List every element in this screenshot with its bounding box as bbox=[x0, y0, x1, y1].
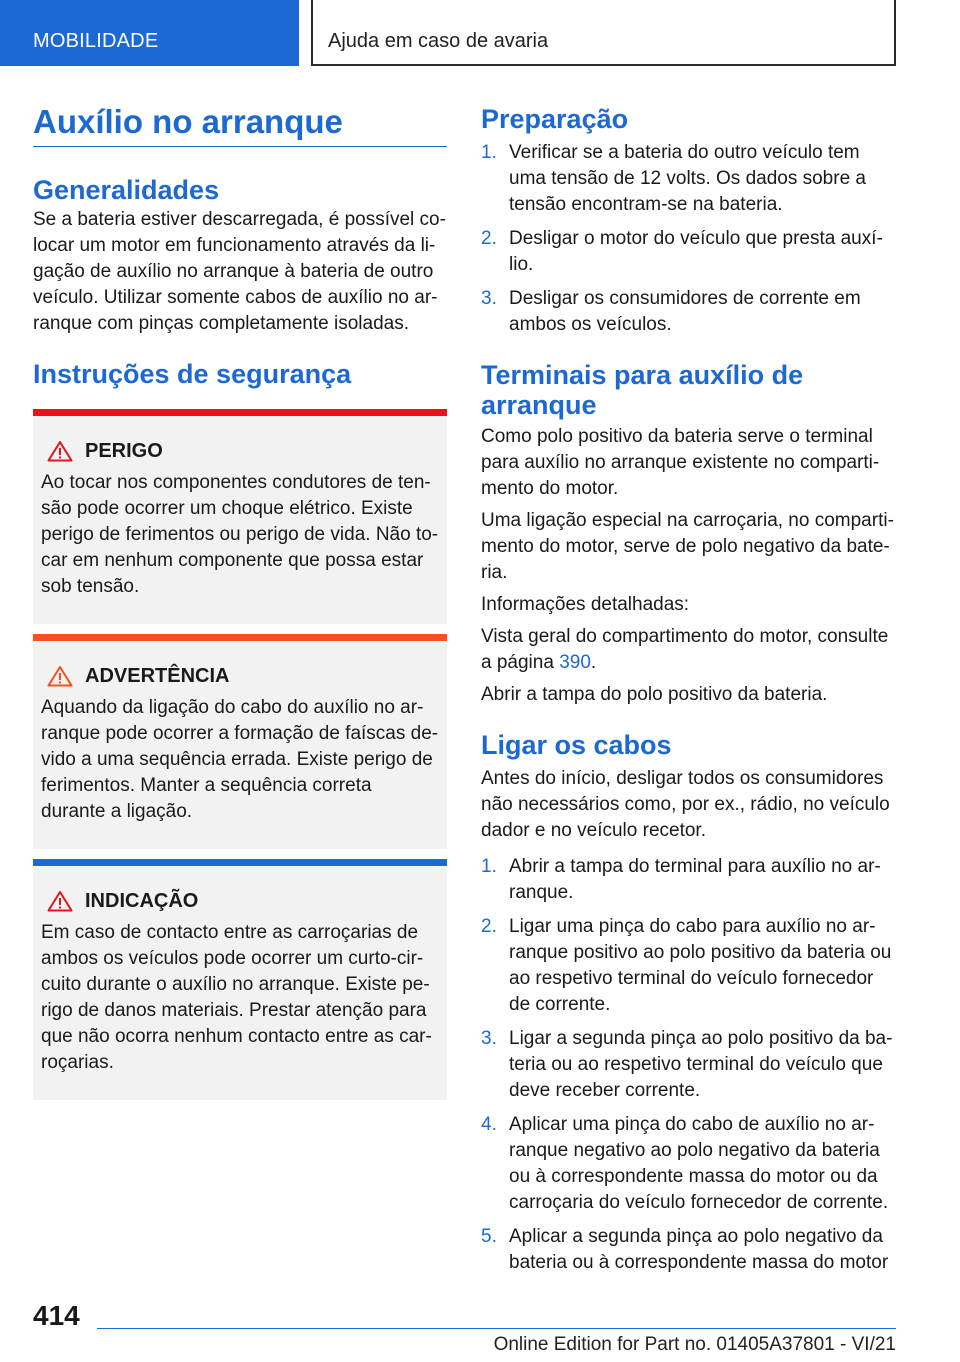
edition-text: Online Edition for Part no. 01405A37801 - VI/21 bbox=[493, 1334, 896, 1355]
warning-box-caution bbox=[33, 634, 447, 849]
step-text: Desligar os consumidores de corrente em ambos os veículos. bbox=[509, 288, 861, 335]
terminals-text: Uma ligação especial na carroçaria, no comparti-mento do motor, serve de polo negativo da bate-ria. bbox=[481, 510, 894, 583]
step-text: Aplicar uma pinça do cabo de auxílio no ar-ranque negativo ao polo negativo da bateria ou à correspondente massa do motor ou da carroçaria do veículo fornecedor de corrente. bbox=[509, 1114, 889, 1213]
step-number: 2. bbox=[481, 228, 497, 249]
step-number: 4. bbox=[481, 1114, 497, 1135]
terminals-text: Abrir a tampa do polo positivo da bateria. bbox=[481, 684, 828, 705]
warning-title: INDICAÇÃO bbox=[85, 890, 199, 912]
warning-triangle-icon bbox=[47, 890, 73, 912]
list-item bbox=[481, 286, 896, 338]
reference-text: . bbox=[590, 652, 597, 673]
left-column bbox=[33, 100, 447, 1100]
footer bbox=[97, 1328, 896, 1355]
list-item bbox=[481, 854, 896, 906]
terminals-text: Informações detalhadas: bbox=[481, 594, 690, 615]
warning-bar bbox=[33, 409, 447, 416]
step-number: 1. bbox=[481, 856, 497, 877]
warning-text: Em caso de contacto entre as carroçarias de ambos os veículos pode ocorrer um curto-cir-cuito durante o auxílio no arranque. Existe pe-rigo de danos materiais. Prestar atenção para que não ocorra nenhum contacto entre as car-roçarias. bbox=[41, 922, 432, 1073]
warning-title: ADVERTÊNCIA bbox=[85, 665, 230, 687]
chapter-header bbox=[311, 0, 896, 66]
step-text: Desligar o motor do veículo que presta auxí-lio. bbox=[509, 228, 883, 275]
step-text: Ligar uma pinça do cabo para auxílio no ar-ranque positivo ao polo positivo da bateria ou ao respetivo terminal do veículo fornecedor de corrente. bbox=[509, 916, 892, 1015]
warning-title: PERIGO bbox=[85, 440, 163, 462]
warning-triangle-icon bbox=[47, 440, 73, 462]
reference-text: Vista geral do compartimento do motor, consulte a página bbox=[481, 626, 889, 673]
step-number: 3. bbox=[481, 1028, 497, 1049]
warning-bar bbox=[33, 634, 447, 641]
preparation-steps bbox=[481, 140, 896, 338]
section-tab[interactable] bbox=[0, 0, 299, 66]
page-link[interactable]: 390 bbox=[559, 652, 591, 673]
general-heading: Generalidades bbox=[33, 175, 220, 205]
page-number: 414 bbox=[33, 1300, 80, 1331]
warning-bar bbox=[33, 859, 447, 866]
list-item bbox=[481, 140, 896, 218]
warning-triangle-icon bbox=[47, 665, 73, 687]
preparation-heading: Preparação bbox=[481, 104, 629, 134]
step-text: Aplicar a segunda pinça ao polo negativo da bateria ou à correspondente massa do motor bbox=[509, 1226, 889, 1273]
warning-text: Aquando da ligação do cabo do auxílio no ar-ranque pode ocorrer a formação de faíscas de-vido a uma sequência errada. Existe perigo de ferimentos. Manter a sequência correta durante a ligação. bbox=[41, 697, 439, 822]
step-text: Ligar a segunda pinça ao polo positivo da ba-teria ou ao respetivo terminal do veículo que deve receber corrente. bbox=[509, 1028, 893, 1101]
warning-box-notice bbox=[33, 859, 447, 1100]
step-number: 3. bbox=[481, 288, 497, 309]
page-title: Auxílio no arranque bbox=[33, 100, 447, 147]
chapter-label: Ajuda em caso de avaria bbox=[328, 30, 549, 52]
warning-box-danger bbox=[33, 409, 447, 624]
step-number: 5. bbox=[481, 1226, 497, 1247]
warning-text: Ao tocar nos componentes condutores de ten-são pode ocorrer um choque elétrico. Existe perigo de ferimentos ou perigo de vida. Não to-car em nenhum componente que possa estar sob tensão. bbox=[41, 472, 439, 597]
safety-heading: Instruções de segurança bbox=[33, 359, 352, 389]
terminals-heading: Terminais para auxílio de arranque bbox=[481, 360, 804, 420]
connect-heading: Ligar os cabos bbox=[481, 730, 672, 760]
section-label: MOBILIDADE bbox=[33, 30, 159, 52]
list-item bbox=[481, 1224, 896, 1276]
connect-intro: Antes do início, desligar todos os consumidores não necessários como, por ex., rádio, no veículo dador e no veículo recetor. bbox=[481, 768, 890, 841]
terminals-text: Como polo positivo da bateria serve o terminal para auxílio no arranque existente no comparti-mento do motor. bbox=[481, 426, 880, 499]
step-number: 2. bbox=[481, 916, 497, 937]
step-text: Verificar se a bateria do outro veículo tem uma tensão de 12 volts. Os dados sobre a tensão encontram-se na bateria. bbox=[509, 142, 866, 215]
general-text: Se a bateria estiver descarregada, é possível co-locar um motor em funcionamento através da li-gação de auxílio no arranque à bateria de outro veículo. Utilizar somente cabos de auxílio no ar-ranque com pinças completamente isoladas. bbox=[33, 209, 446, 334]
connect-steps bbox=[481, 854, 896, 1276]
list-item bbox=[481, 1112, 896, 1216]
list-item bbox=[481, 226, 896, 278]
step-number: 1. bbox=[481, 142, 497, 163]
list-item bbox=[481, 914, 896, 1018]
step-text: Abrir a tampa do terminal para auxílio no ar-ranque. bbox=[509, 856, 881, 903]
terminals-reference bbox=[481, 624, 896, 676]
right-column bbox=[481, 100, 896, 1276]
list-item bbox=[481, 1026, 896, 1104]
